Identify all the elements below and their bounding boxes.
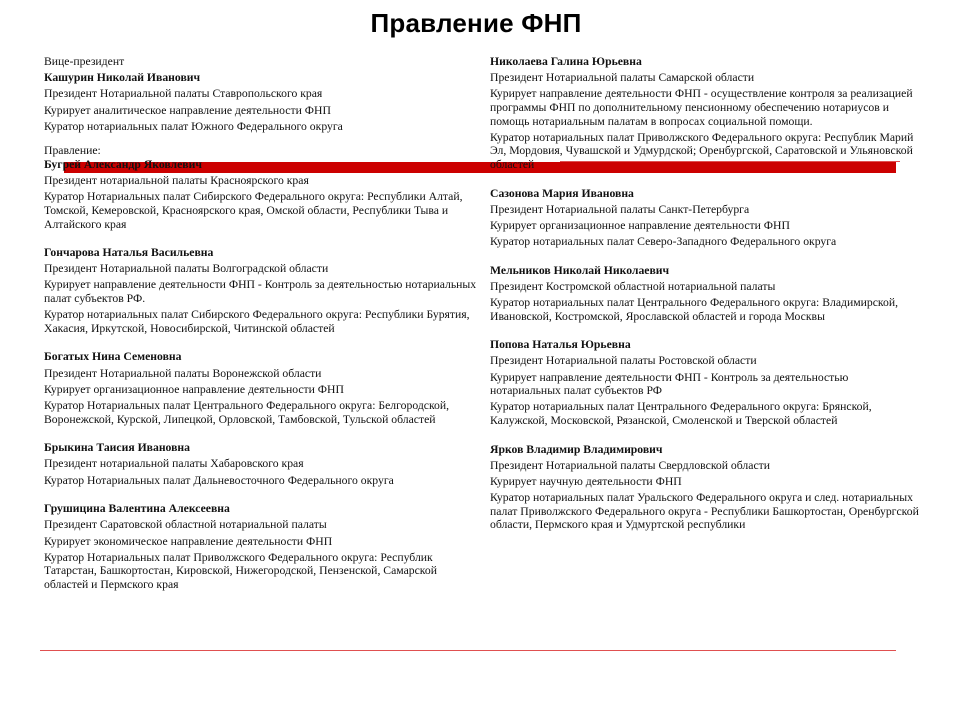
member-line: Президент Нотариальной палаты Ростовской области	[490, 354, 757, 368]
board-member	[44, 350, 484, 426]
member-line: Куратор нотариальных палат Уральского Федерального округа и след. нотариальных палат Приволжского Федерального округа - Республики Башкортостан, Оренбургской области, Пермского края и Удмуртской республики	[490, 491, 919, 532]
member-line: Курирует экономическое направление деятельности ФНП	[44, 534, 333, 548]
member-name: Кашурин Николай Иванович	[44, 71, 201, 85]
board-member	[490, 338, 922, 427]
member-line: Курирует направление деятельности ФНП - Контроль за деятельностью нотариальных палат субъектов РФ.	[44, 278, 477, 306]
member-line: Курирует организационное направление деятельности ФНП	[490, 218, 790, 232]
member-line: Куратор нотариальных палат Сибирского Федерального округа: Республики Бурятия, Хакасия, Иркутской, Новосибирской, Читинской областей	[44, 308, 470, 335]
member-name: Ярков Владимир Владимирович	[490, 442, 663, 456]
board-member	[490, 187, 922, 249]
member-line: Куратор Нотариальных палат Сибирского Федерального округа: Республики Алтай, Томской, Кемеровской, Красноярского края, Омской области, Республики Тыва и Алтайского края	[44, 190, 463, 231]
board-member	[490, 55, 922, 172]
vice-president-label: Вице-президент	[44, 55, 125, 68]
member-line: Курирует организационное направление деятельности ФНП	[44, 382, 344, 396]
board-label: Правление:	[44, 144, 101, 158]
member-name: Мельников Николай Николаевич	[490, 263, 670, 277]
board-member	[44, 246, 484, 335]
left-column	[44, 55, 484, 607]
member-name: Богатых Нина Семеновна	[44, 350, 182, 364]
board-member	[44, 71, 484, 133]
member-name: Сазонова Мария Ивановна	[490, 186, 634, 200]
member-line: Куратор нотариальных палат Южного Федерального округа	[44, 119, 343, 133]
member-line: Куратор Нотариальных палат Дальневосточного Федерального округа	[44, 473, 394, 487]
board-member	[44, 502, 484, 591]
member-name: Попова Наталья Юрьевна	[490, 338, 631, 352]
board-member	[44, 158, 484, 231]
member-line: Президент Нотариальной палаты Свердловской области	[490, 458, 770, 472]
member-line: Президент нотариальной палаты Хабаровского края	[44, 457, 304, 471]
member-line: Курирует аналитическое направление деятельности ФНП	[44, 103, 331, 117]
member-line: Куратор нотариальных палат Северо-Западного Федерального округа	[490, 235, 837, 249]
member-line: Президент Саратовской областной нотариальной палаты	[44, 518, 327, 532]
member-line: Президент нотариальной палаты Красноярского края	[44, 174, 309, 188]
member-line: Президент Нотариальной палаты Ставропольского края	[44, 87, 323, 101]
member-name: Николаева Галина Юрьевна	[490, 55, 642, 68]
member-line: Курирует направление деятельности ФНП - осуществление контроля за реализацией программы ФНП по дополнительному пенсионному обеспечению нотариусов и помощь нотариальным палатам в вопросах социальной помощи.	[490, 87, 913, 128]
member-name: Грушицина Валентина Алексеевна	[44, 502, 230, 516]
member-line: Куратор нотариальных палат Приволжского Федерального округа: Республик Марий Эл, Мордовия, Чувашской и Удмурдской; Оренбургской, Саратовской и Ульяновской областей	[490, 130, 914, 171]
bottom-divider-line	[40, 650, 896, 651]
board-member	[490, 264, 922, 324]
member-line: Куратор нотариальных палат Центрального Федерального округа: Владимирской, Ивановской, Костромской, Ярославской областей и города Москвы	[490, 296, 899, 323]
member-name: Гончарова Наталья Васильевна	[44, 246, 214, 260]
member-line: Курирует научную деятельности ФНП	[490, 474, 682, 488]
right-column	[490, 55, 922, 547]
member-name: Бугрей Александр Яковлевич	[44, 157, 202, 171]
member-line: Куратор Нотариальных палат Приволжского Федерального округа: Республик Татарстан, Башкортостан, Кировской, Нижегородской, Пензенской, Самарской областей и Пермского края	[44, 550, 437, 591]
member-line: Президент Нотариальной палаты Воронежской области	[44, 366, 322, 380]
page-title: Правление ФНП	[370, 8, 582, 38]
member-line: Президент Нотариальной палаты Волгоградской области	[44, 262, 329, 276]
member-line: Президент Нотариальной палаты Санкт-Петербурга	[490, 202, 750, 216]
member-name: Брыкина Таисия Ивановна	[44, 441, 190, 455]
member-line: Куратор нотариальных палат Центрального Федерального округа: Брянской, Калужской, Московской, Рязанской, Смоленской и Тверской областей	[490, 400, 872, 427]
member-line: Президент Нотариальной палаты Самарской области	[490, 71, 755, 85]
member-line: Курирует направление деятельности ФНП - Контроль за деятельностью нотариальных палат субъектов РФ	[490, 370, 849, 398]
member-line: Куратор Нотариальных палат Центрального Федерального округа: Белгородской, Воронежской, Курской, Липецкой, Орловской, Тамбовской, Тульской областей	[44, 399, 450, 426]
member-line: Президент Костромской областной нотариальной палаты	[490, 279, 776, 293]
board-member	[44, 441, 484, 487]
board-member	[490, 443, 922, 532]
